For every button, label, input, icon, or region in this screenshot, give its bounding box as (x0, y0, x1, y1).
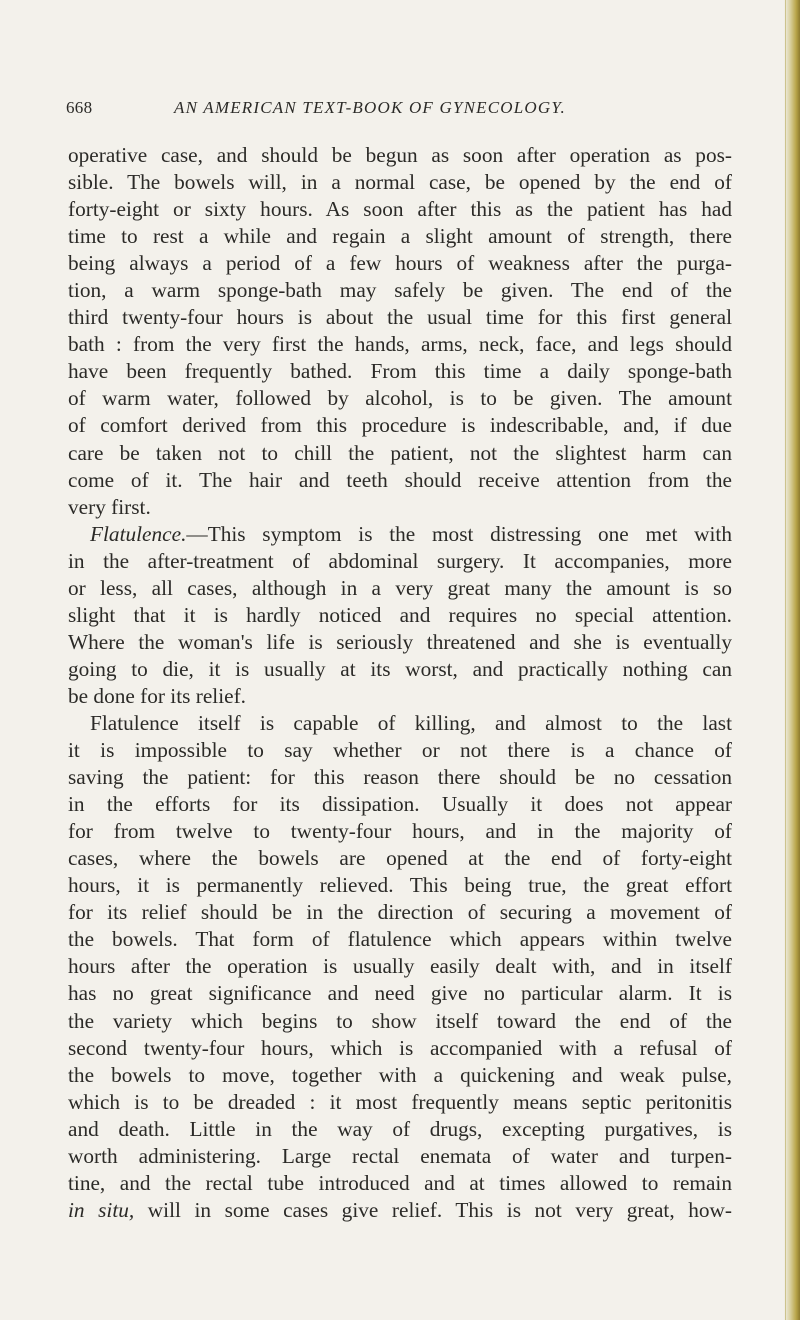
text-line: being always a period of a few hours of weakness after the purga- (68, 251, 732, 276)
text-line: tine, and the rectal tube introduced and at times allowed to remain (68, 1170, 732, 1195)
text-line: second twenty-four hours, which is accompanied with a refusal of (68, 1035, 732, 1060)
text-line: Flatulence itself is capable of killing, and almost to the last (90, 710, 732, 735)
text-line: in the efforts for its dissipation. Usually it does not appear (68, 792, 732, 817)
text-line: forty-eight or sixty hours. As soon after this as the patient has had (68, 197, 732, 222)
text-line: time to rest a while and regain a slight amount of strength, there (68, 224, 732, 249)
text-line: slight that it is hardly noticed and requires no special attention. (68, 602, 732, 627)
section-subheading: Flatulence. (90, 521, 187, 546)
text-line: be done for its relief. (68, 683, 246, 708)
text-line: very first. (68, 494, 151, 519)
text-line: the bowels to move, together with a quickening and weak pulse, (68, 1062, 732, 1087)
text-line: and death. Little in the way of drugs, excepting purgatives, is (68, 1116, 732, 1141)
text-line: have been frequently bathed. From this time a daily sponge-bath (68, 359, 732, 384)
text-line: for its relief should be in the direction of securing a movement of (68, 900, 732, 925)
text-line: worth administering. Large rectal enemata of water and turpen- (68, 1143, 732, 1168)
text-line: in situ, will in some cases give relief. This is not very great, how- (68, 1197, 732, 1222)
text-line: cases, where the bowels are opened at the end of forty-eight (68, 846, 732, 871)
text-line: of warm water, followed by alcohol, is to be given. The amount (68, 386, 732, 411)
body-text (68, 142, 732, 1224)
text-line: tion, a warm sponge-bath may safely be given. The end of the (68, 278, 732, 303)
text-line: Where the woman's life is seriously threatened and she is eventually (68, 629, 732, 654)
text-line: which is to be dreaded : it most frequently means septic peritonitis (68, 1089, 732, 1114)
text-line: or less, all cases, although in a very great many the amount is so (68, 575, 732, 600)
text-line: hours, it is permanently relieved. This being true, the great effort (68, 873, 732, 898)
page-edge-shadow (784, 0, 800, 1320)
running-title: AN AMERICAN TEXT-BOOK OF GYNECOLOGY. (174, 98, 566, 117)
text-line: operative case, and should be begun as soon after operation as pos- (68, 143, 732, 167)
page-header (66, 98, 726, 124)
text-line: it is impossible to say whether or not there is a chance of (68, 738, 732, 763)
text-line: the variety which begins to show itself toward the end of the (68, 1008, 732, 1033)
subheading-line: Flatulence.—This symptom is the most distressing one met with (90, 521, 732, 546)
text-line: saving the patient: for this reason there should be no cessation (68, 765, 732, 790)
text-line: has no great significance and need give no particular alarm. It is (68, 981, 732, 1006)
text-line: care be taken not to chill the patient, not the slightest harm can (68, 440, 732, 465)
text-line: sible. The bowels will, in a normal case, be opened by the end of (68, 170, 732, 195)
text-line: hours after the operation is usually easily dealt with, and in itself (68, 954, 732, 979)
text-line: going to die, it is usually at its worst, and practically nothing can (68, 656, 732, 681)
text-line: bath : from the very first the hands, arms, neck, face, and legs should (68, 332, 732, 357)
text-line: in the after-treatment of abdominal surgery. It accompanies, more (68, 548, 732, 573)
text-line: of comfort derived from this procedure is indescribable, and, if due (68, 413, 732, 438)
text-line: come of it. The hair and teeth should receive attention from the (68, 467, 732, 492)
latin-phrase: in situ, (68, 1197, 135, 1222)
page-number: 668 (66, 98, 93, 117)
text-line: the bowels. That form of flatulence which appears within twelve (68, 927, 732, 952)
text-line: third twenty-four hours is about the usual time for this first general (68, 305, 732, 330)
text-line: for from twelve to twenty-four hours, and in the majority of (68, 819, 732, 844)
